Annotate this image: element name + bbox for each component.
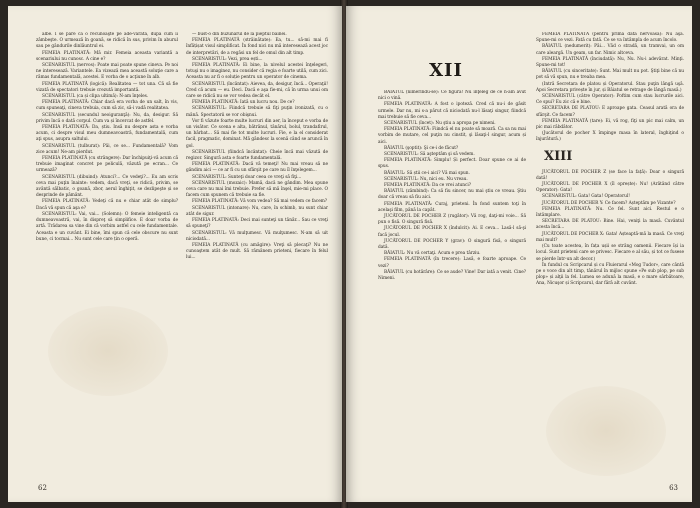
paragraph: SCENARISTUL (încântat): Aievea, da, desigur, încă... Operaţii! Cred că acum — eu. Deci. Dacă e aşa fie-mi, că în urma unui om care se ridică nu se vor vedea decât el. — [186, 81, 328, 100]
paragraph: FEMEIA PLATINATĂ: Ei bine, la nivelul acestei înţelegeri, totuşi nu o imaginez, nu consider că regia e foarte utilă, cum zici. Aceasta nu ar fi o soluție pentru un operator de cinema. — [186, 63, 328, 81]
paragraph: FEMEIA PLATINATĂ: Vedeţi că nu e chiar atât de simplu? Dacă vă spun că aşa e? — [36, 199, 178, 211]
paragraph: SCENARISTUL: Fiindcă trebuie să fiţi puţin ironizată, cu o mână. Spectatorii se vor obişnui. — [186, 106, 328, 118]
paragraph: (Jucătorul de pocher X împinge masa în lateral, înghiţind o înjurătură.) — [536, 131, 684, 143]
paragraph: SCENARISTUL: Nu, nici eu. Nu vreau. — [384, 176, 468, 182]
paragraph: FEMEIA PLATINATĂ: Curaj, prieteni. În fond suntem toţi în acelaşi film, până la capăt. — [378, 201, 526, 213]
paragraph: FEMEIA PLATINATĂ (în trecere): Lasă, e foarte aproape. Ce vezi? — [378, 257, 526, 269]
paragraph: SCENARISTUL (mozaic): Mamă, dacă ne gândim. Mea spune ceva care nu mai îmi trebuie. Prefer să mă înşel, mie-mi place. O facem cum spunem că trebuie sa fie. — [186, 180, 328, 199]
paragraph: BĂIATUL (zâmbind): Ca să fiu sincer, nu mai ştiu ce vreau. Ştiu doar că vreau să fiu aici. — [378, 189, 526, 201]
paragraph: BĂIATUL: Nu vă certaţi. Acum e prea târziu. — [384, 251, 481, 257]
paragraph: FEMEIA PLATINATĂ (pentru prima dată nervoasă): Nu aşa. Spune-mi ce vezi. Fată cu fată. Ce se va întâmpla de acum încolo. — [536, 32, 684, 44]
left-page-column-1 — [36, 32, 178, 472]
paragraph: SECRETARA DE PLATOU: Bine. Hai, veniţi la masă. Cuvântul acesta încă... — [536, 219, 684, 231]
paragraph: FEMEIA PLATINATĂ (cu strângere): Dar închipuiţi-vă acum că trebuie imaginat concret pe peliculă, văzută pe ecran... Ce urmează? — [36, 156, 178, 174]
paragraph: JUCĂTORUL DE POCHER Y: Ce facem? Așteptăm pe Vizante? — [542, 200, 676, 206]
paragraph: SCENARISTUL (ca și clipa ultimă): N-am înţeles. — [42, 94, 149, 100]
paragraph: SCENARISTUL (nervos): Poate mai poate spune cineva. Pe noi ne interesează. Variantele. Ea vizează mea această soluţie care a rămas fundamentală, acestei. E vorba de o acţiune în alb. — [36, 63, 178, 81]
paragraph: FEMEIA PLATINATĂ (tare): Ei, vă rog, fiţi un pic mai calm, un pic mai răbdător. — [536, 118, 684, 131]
paragraph: FEMEIA PLATINATĂ: Iată un lucru nou. De ce? — [192, 100, 295, 106]
paragraph: JUCĂTORUL DE POCHER Y (grav): O singură fisă, o singură dată. — [378, 238, 526, 251]
paragraph: FEMEIA PLATINATĂ: Vă vom vedea? Să mai vedem ce facem? — [192, 199, 328, 205]
paragraph: (Cu toate acestea, în fața ușii se strâng oamenii. Fiecare își ia locul. Sunt prieteni care se privesc. Fiecare e al său, și tot ce fusese se pierde într-un alt decor.) — [536, 244, 684, 262]
paragraph: SCENARISTUL (către Operator): Poftim cum stau lucrurile aici. Ce spui? Eu zic că e bine. — [536, 94, 684, 106]
right-page-column-2 — [536, 32, 684, 472]
paragraph: — bust-o din buzunarul de la pieptul bainei. — [192, 32, 287, 37]
paragraph: SCENARISTUL (dibuind): Atunci?... Ce vedeţi?... Eu am scris ceva mai puţin înainte: vedem, dacă vreţi, se ridică, privim, se avântă sălbatic, o goană, zbor, aerul înghiţit, se dezlipeşte și se desprinde de pământ. — [36, 174, 178, 199]
paragraph: BĂIATUL: Să știi ce-i aici? Vă mai spun. — [384, 170, 470, 176]
paragraph: FEMEIA PLATINATĂ: Da, știu. Insă nu despre asta e vorba acum, ci despre visul meu dumneavoastră, fundamentală, cum aţi spus, asupra saltului. — [36, 125, 178, 143]
paragraph: JUCĂTORUL DE POCHER X (îndulcit): Ai. E ceva... Lasă-l să-şi facă jocul. — [378, 226, 526, 238]
paragraph: SCENARISTUL: Să aşteptăm şi să vedem. — [384, 152, 475, 158]
paragraph: BĂIATUL (cu hotărâre): Ce se aude? Vine! Dar iată a venit. Cine? Nimeni. — [378, 269, 526, 282]
paragraph: SCENARISTUL (secundul neoiguranţă): Nu, da, desigur. Să privim încă o dată corpul. Cum va și încercat de astfel. — [36, 112, 178, 124]
paragraph: SCENARISTUL: Gata! Gata! Operatorul! — [542, 194, 630, 200]
paragraph: SCENARISTUL (intonare): Nu, care, în schimb, nu sunt chiar atât de sigur. — [186, 205, 328, 217]
page-number: 62 — [38, 484, 47, 492]
paragraph: FEMEIA PLATINATĂ: Nu. Ce fel. Sunt aici. Restul e o întâmplare. — [536, 206, 684, 219]
paragraph: SCENARISTUL (tulburat): Păi, ce se... Fundamentală? Vom zice acum! Ne-am pierdut. — [36, 143, 178, 155]
paragraph: Vor fi văzute foarte multe lucruri din aer, la început e vorba de un visător. Ce scena e alta, bătrânul, tânărul, bolul, trandafirul, un bărbat... Să mai fie tot multe lucruri. Fie, e la el considerat facil, pragmatic, dominat. Mă gândesc la scenă când se aruncă în gol. — [186, 118, 328, 149]
right-page-column-1 — [378, 90, 526, 472]
paragraph: (Intră Secretara de platou și Operatorul. Stau puţin lângă uşă. Apoi Secretara privește în jur, și Băiatul se retrage de lângă masă.) — [536, 81, 684, 93]
paragraph: SCENARISTUL: Vă mulţumesc. Vă mulţumesc. N-am să uit niciodată... — [186, 230, 328, 242]
left-page-column-2 — [186, 32, 328, 472]
section-heading: XIII — [544, 148, 573, 164]
paragraph: SCENARISTUL: Vai, vai... (Solemn): O femeie inteligentă ca dumneavoastră, vai, în dispreţ să simplifice. E doar vorba de artă. Trădarea sa vine din că vorbim astfel cu cele fundamentale. Aceasta e un cuvânt. Ei bine, îmi spun că cele obscure nu sunt bune, ci tocmai... Nu sunt cele care țin o operă. — [36, 211, 178, 242]
paragraph: FEMEIA PLATINATĂ (străinătate): Ea, tu... să-mi mai fi înfățișat visul simplificat. În fond nici nu mă interesează acest joc de interpretări, de a regăsi un fel de omul din alt timp. — [186, 38, 328, 56]
right-page — [346, 6, 692, 502]
paragraph: SCENARISTUL (încet): Nu ştiu a apropa pe nimeni. — [384, 121, 496, 127]
paragraph: albe. I se pare că o recunoaşte pe ade-vărată, după cum îi zâmbeşte. O urmează în goană, se ridică în sus, privim în aburul sau pe gândurile dinlăuntrul ei. — [36, 32, 178, 50]
paragraph: SCENARISTUL (fiindcă încântat): Cheie încă mai văzută de regizor. Singură asta e foarte fundamentală. — [186, 149, 328, 162]
paragraph: FEMEIA PLATINATĂ: Dacă vă temeţi! Nu mai vreau să ne gândim aici — ce ar fi cu un sfârşit pe care nu îl înţelegem... — [186, 162, 328, 174]
paragraph: BĂIATUL (cu sinceritate): Sunt. Mai mult nu pot. Ştiţi bine că nu pot să vă spun, nu e treaba mea. — [536, 69, 684, 81]
paragraph: În fundul cu Scripcarul și cu Fluierarul «Mog Tudor», care cântă pe o voce din alt timp, tânărul în mijloc spune «Pe sub plop, pe sub plop» și alţii la fel. Lumea se adună la masă, e o mare sărbătoare, Ana, Nicuşor și Scripcarul, dar fără alt cuvânt. — [536, 262, 684, 287]
paragraph: FEMEIA PLATINATĂ: A fost o ipoteză. Cred că nu-i de găsit urmele. Dar nu, mi s-a părut că niciodată nu-l lăsaţi singur, fiindcă mai trebuie să fie ceva... — [378, 102, 526, 120]
chapter-heading: XII — [429, 60, 463, 81]
paragraph: BĂIATUL (şoptit): Şi ce-i de făcut? — [384, 145, 459, 151]
left-page — [8, 6, 342, 502]
paragraph: FEMEIA PLATINATĂ: Da ce vrei atunci? — [384, 183, 472, 189]
paragraph: JUCĂTORUL DE POCHER Z (se face la față): Doar o singură dată! — [536, 169, 684, 181]
paragraph: FEMEIA PLATINATĂ: Simplu! Și perfect. Doar spune ce ai de spus. — [378, 158, 526, 170]
paragraph: JUCĂTORUL DE POCHER X: Gata! Așteaptă-mă la masă. Ce vreţi mai mult? — [536, 231, 684, 243]
paragraph: JUCĂTORUL DE POCHER Z (rugător): Vă rog, daţi-mi voie... Să pun o fisă. O singură fisă. — [378, 214, 526, 226]
paragraph: FEMEIA PLATINATĂ: Fiindcă el nu poate să moară. Ca sa nu mai vorbim de mutare, cel puţin nu cinstit, şi lăsaţi-l singur, acum și aici. — [378, 127, 526, 145]
paragraph: FEMEIA PLATINATĂ: Mă mir. Femeia aceasta variantă a scenariului nu cunosc. A cine e? — [36, 50, 178, 62]
paragraph: FEMEIA PLATINATĂ (logică): Realitatea — tot una. Că să fie vizată de spectatori trebuie crezută importantă. — [36, 81, 178, 93]
paragraph: FEMEIA PLATINATĂ (cu amăgire): Vreţi să plecaţi? Nu ne cunoaştem atât de mult. Să rămânem prieteni, fiecare în felul lui... — [186, 242, 328, 261]
page-number: 63 — [669, 484, 678, 492]
paragraph: FEMEIA PLATINATĂ: Deci mai sunteţi un tânăr... Sau ce vreţi să spuneţi? — [186, 218, 328, 230]
paragraph: BĂIATUL (nedumerit): Păi... Văd o stradă, un tramvai, un om care aleargă. Un geam, un far. Nimic altceva. — [536, 44, 684, 56]
paragraph: SCENARISTUL: Sunteţi doar ceea ce vreţi să fiţi... — [192, 174, 302, 180]
paragraph: SCENARISTUL: Vezi, prea ești... — [192, 56, 263, 62]
paragraph: JUCĂTORUL DE POCHER X (îl oprește): Nu! (Arătând către Operator): Gata! — [536, 182, 684, 194]
paragraph: FEMEIA PLATINATĂ (înciudată): Nu, Nu. Nu-i adevărat. Minţi. Spune-mi tot! — [536, 56, 684, 69]
paragraph: FEMEIA PLATINATĂ: Chiar dacă era vorba de un salt, în vis, cum spuneaţi, cineva trebuia, cum să zic, să-i vadă realitatea. — [36, 100, 178, 112]
paragraph: BĂIATUL (nimerindu-se): Ce figură! Nu înţeleg de ce n-am avut nici o vină. — [378, 90, 526, 102]
paragraph: SECRETARA DE PLATOU: E aproape gata. Ceasul arată ora de sfârşit. Ce facem? — [536, 106, 684, 118]
